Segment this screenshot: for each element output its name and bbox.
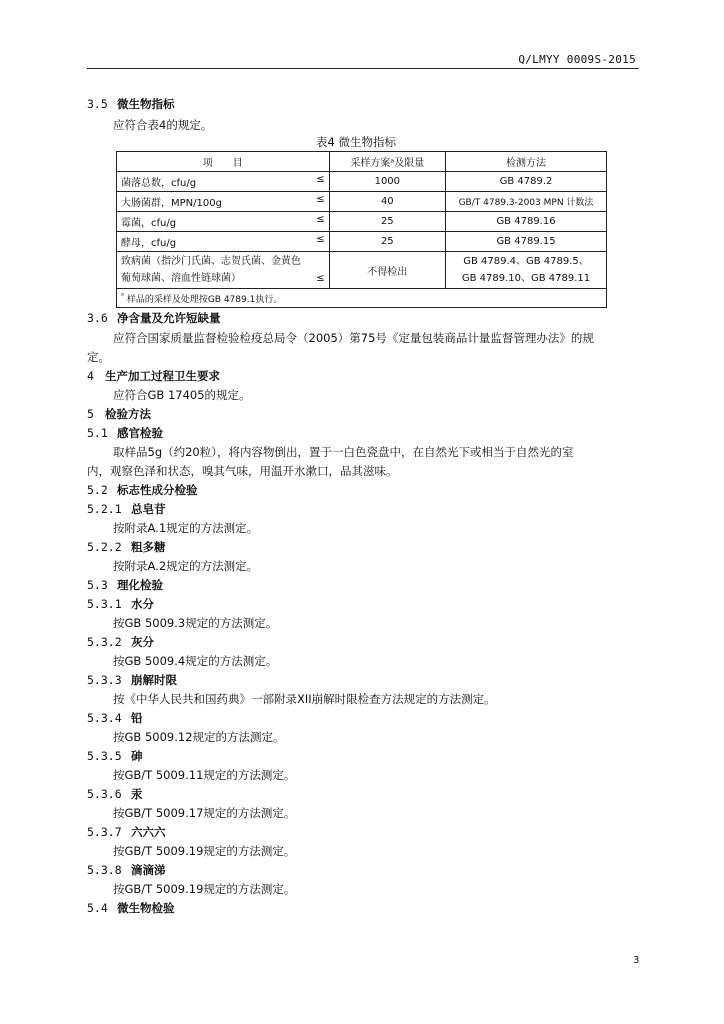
table-caption: 表4 微生物指标 [316, 135, 396, 149]
paragraph: 按GB/T 5009.17规定的方法测定。 [113, 806, 296, 820]
section-heading: 5.3.8 滴滴涕 [87, 863, 166, 877]
section-heading: 5.3.6 汞 [87, 787, 143, 801]
cell-item-line1: 致病菌（指沙门氏菌、志贺氏菌、金黄色 [121, 256, 301, 267]
paragraph: 内，观察色泽和状态，嗅其气味，用温开水漱口，品其滋味。 [87, 464, 398, 478]
cell-item: 霉菌，cfu/g [121, 218, 177, 229]
cell-item: 菌落总数，cfu/g [121, 178, 197, 189]
page-number: 3 [633, 955, 640, 966]
paragraph: 按附录A.2规定的方法测定。 [113, 559, 259, 573]
le-symbol: ≤ [316, 273, 325, 284]
section-heading: 3.6 净含量及允许短缺量 [87, 311, 221, 325]
table-row [117, 192, 607, 212]
paragraph: 取样品5g（约20粒），将内容物倒出，置于一白色瓷盘中，在自然光下或相当于自然光的室 [113, 445, 574, 459]
cell-limit: 不得检出 [329, 252, 445, 289]
header-limit: 采样方案ᵃ及限量 [329, 152, 445, 172]
cell-limit: 40 [329, 192, 445, 212]
section-heading: 5.4 微生物检验 [87, 901, 175, 915]
cell-method: GB 4789.2 [446, 172, 607, 192]
le-symbol: ≤ [316, 214, 325, 225]
table-row [117, 232, 607, 252]
table-header-row [117, 152, 607, 172]
cell-method-line1: GB 4789.4、GB 4789.5、 [463, 256, 589, 267]
cell-method: GB 4789.15 [446, 232, 607, 252]
section-heading: 5.3.4 铅 [87, 711, 143, 725]
section-heading: 5 检验方法 [87, 407, 151, 421]
section-heading: 5.3 理化检验 [87, 578, 163, 592]
cell-method: GB/T 4789.3-2003 MPN 计数法 [446, 192, 607, 212]
paragraph: 按附录A.1规定的方法测定。 [113, 521, 259, 535]
table-row [117, 172, 607, 192]
header-rule [87, 68, 639, 69]
section-heading: 4 生产加工过程卫生要求 [87, 369, 220, 383]
header-method: 检测方法 [446, 152, 607, 172]
paragraph: 按GB/T 5009.11规定的方法测定。 [113, 768, 296, 782]
paragraph: 按《中华人民共和国药典》一部附录XII崩解时限检查方法规定的方法测定。 [113, 692, 496, 706]
paragraph: 按GB 5009.12规定的方法测定。 [113, 730, 285, 744]
table-row [117, 212, 607, 232]
cell-limit: 1000 [329, 172, 445, 192]
paragraph: 按GB 5009.3规定的方法测定。 [113, 616, 278, 630]
section-heading: 5.3.1 水分 [87, 597, 154, 611]
cell-limit: 25 [329, 212, 445, 232]
footnote-mark: ᵃ [121, 291, 124, 300]
le-symbol: ≤ [316, 234, 325, 245]
section-heading: 5.2.1 总皂苷 [87, 502, 166, 516]
cell-item-line2: 葡萄球菌、溶血性链球菌） [121, 273, 241, 284]
cell-method-line2: GB 4789.10、GB 4789.11 [461, 273, 591, 284]
table-footnote: 样品的采样及处理按GB 4789.1执行。 [126, 295, 283, 305]
le-symbol: ≤ [316, 174, 325, 185]
cell-method: GB 4789.16 [446, 212, 607, 232]
table-row-pathogen [117, 252, 607, 289]
section-heading: 5.2 标志性成分检验 [87, 483, 198, 497]
paragraph: 应符合国家质量监督检验检疫总局令（2005）第75号《定量包装商品计量监督管理办法》的规 [113, 331, 594, 345]
paragraph: 按GB 5009.4规定的方法测定。 [113, 654, 278, 668]
paragraph: 按GB/T 5009.19规定的方法测定。 [113, 882, 296, 896]
section-heading: 5.1 感官检验 [87, 426, 163, 440]
section-heading: 5.2.2 粗多糖 [87, 540, 166, 554]
paragraph: 按GB/T 5009.19规定的方法测定。 [113, 844, 296, 858]
header-item: 项 目 [117, 152, 330, 172]
section-heading: 5.3.7 六六六 [87, 825, 166, 839]
paragraph: 应符合GB 17405的规定。 [113, 388, 251, 402]
paragraph: 应符合表4的规定。 [113, 118, 213, 132]
le-symbol: ≤ [316, 194, 325, 205]
document-code: Q/LMYY 0009S-2015 [518, 53, 636, 66]
cell-item: 大肠菌群，MPN/100g [121, 198, 222, 209]
section-heading: 3.5 微生物指标 [87, 97, 175, 111]
microbial-table [116, 151, 607, 308]
section-heading: 5.3.5 砷 [87, 749, 143, 763]
cell-limit: 25 [329, 232, 445, 252]
table-footnote-row [117, 289, 607, 308]
section-heading: 5.3.3 崩解时限 [87, 673, 177, 687]
cell-item: 酵母，cfu/g [121, 238, 177, 249]
section-heading: 5.3.2 灰分 [87, 635, 154, 649]
paragraph: 定。 [87, 350, 110, 364]
